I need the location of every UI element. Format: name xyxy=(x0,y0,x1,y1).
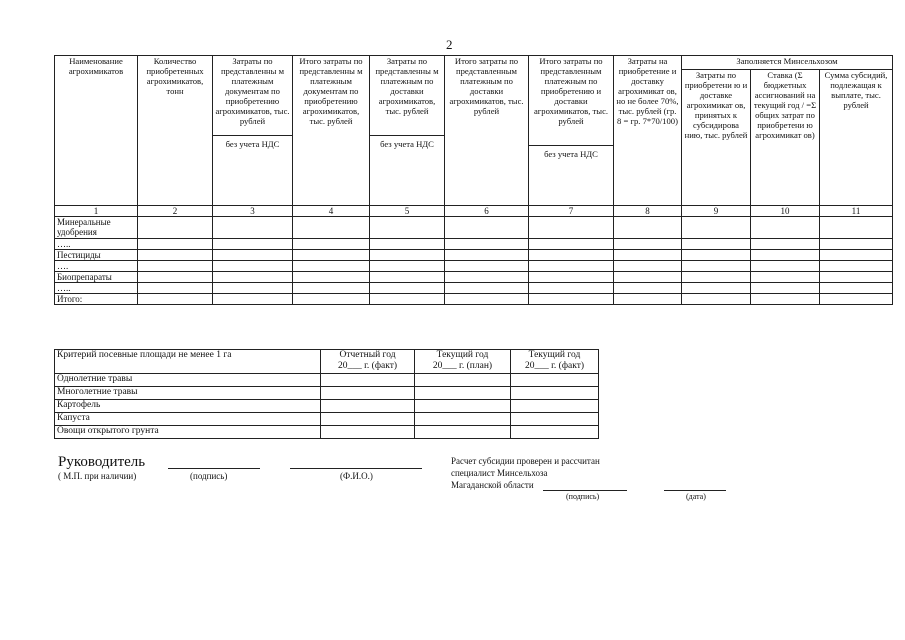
header-subsidy-sum: Сумма субсидий, подлежащая к выплате, тыс. рублей xyxy=(820,70,893,206)
table-row xyxy=(55,413,599,426)
header-current-year-fact: Текущий год 20___ г. (факт) xyxy=(511,350,599,374)
table-row xyxy=(55,283,893,294)
row-label: Капуста xyxy=(55,413,321,426)
col-number: 1 xyxy=(55,206,138,217)
table-row xyxy=(55,272,893,283)
table-row xyxy=(55,261,893,272)
row-label: Многолетние травы xyxy=(55,387,321,400)
header-costs-70: Затраты на приобретение и доставку агрохимикат ов, но не более 70%, тыс. рублей (гр. 8 = гр. 7*70/100) xyxy=(614,56,682,206)
col-number: 5 xyxy=(370,206,445,217)
header-ministry-group: Заполняется Минсельхозом xyxy=(682,56,893,70)
table-row xyxy=(55,374,599,387)
header-total-purchase-delivery: Итого затраты по представленным платежным по приобретению и доставки агрохимикатов, тыс. рублей без учета НДС xyxy=(529,56,614,206)
signature-caption-2: (подпись) xyxy=(566,492,600,501)
row-label: ….. xyxy=(55,283,138,294)
header-costs-purchase: Затраты по представленны м платежным документам по приобретению агрохимикатов, тыс. рублей без учета НДС xyxy=(213,56,293,206)
fio-line xyxy=(290,468,422,469)
row-label: Минеральные удобрения xyxy=(55,217,138,239)
col-number: 10 xyxy=(751,206,820,217)
criteria-header: Критерий посевные площади не менее 1 га xyxy=(55,350,321,374)
table-row xyxy=(55,250,893,261)
head-title: Руководитель xyxy=(58,454,146,470)
header-total-delivery: Итого затраты по представленным платежным по доставки агрохимикатов, тыс. рублей xyxy=(445,56,529,206)
header-report-year: Отчетный год 20___ г. (факт) xyxy=(321,350,415,374)
total-row xyxy=(55,294,893,305)
header-quantity: Количество приобретенных агрохимикатов, тонн xyxy=(138,56,213,206)
table-row xyxy=(55,426,599,439)
row-label: Биопрепараты xyxy=(55,272,138,283)
col-number: 11 xyxy=(820,206,893,217)
col-number: 8 xyxy=(614,206,682,217)
header-name: Наименование агрохимикатов xyxy=(55,56,138,206)
row-label: Однолетние травы xyxy=(55,374,321,387)
date-line xyxy=(664,490,726,491)
row-label: Овощи открытого грунта xyxy=(55,426,321,439)
check-text-1: Расчет субсидии проверен и рассчитан xyxy=(451,456,600,466)
col-number: 2 xyxy=(138,206,213,217)
page-number: 2 xyxy=(446,37,453,52)
row-label: ….. xyxy=(55,239,138,250)
header-current-year-plan: Текущий год 20___ г. (план) xyxy=(415,350,511,374)
signature-line xyxy=(168,468,260,469)
row-label: Пестициды xyxy=(55,250,138,261)
table-row xyxy=(55,239,893,250)
col-number: 7 xyxy=(529,206,614,217)
table-row xyxy=(55,387,599,400)
header-rate: Ставка (Σ бюджетных ассигнований на текущий год / =Σ общих затрат по приобретени ю агрохимикат ов) xyxy=(751,70,820,206)
table-row xyxy=(55,400,599,413)
signature-caption: (подпись) xyxy=(190,471,228,481)
col-number: 9 xyxy=(682,206,751,217)
col-number: 3 xyxy=(213,206,293,217)
date-caption: (дата) xyxy=(686,492,706,501)
row-label: Итого: xyxy=(55,294,138,305)
row-label: Картофель xyxy=(55,400,321,413)
row-label: …. xyxy=(55,261,138,272)
sown-area-table xyxy=(54,349,599,439)
check-text-2: специалист Минсельхоза xyxy=(451,468,548,478)
table-row xyxy=(55,217,893,239)
check-text-3: Магаданской области xyxy=(451,480,534,490)
header-accepted-costs: Затраты по приобретени ю и доставке агрохимикат ов, принятых к субсидирова нию, тыс. рублей xyxy=(682,70,751,206)
mp-note: ( М.П. при наличии) xyxy=(58,471,137,481)
col-number: 6 xyxy=(445,206,529,217)
column-numbers-row xyxy=(55,206,893,217)
fio-caption: (Ф.И.О.) xyxy=(340,471,373,481)
subsidy-table xyxy=(54,55,893,305)
header-costs-delivery: Затраты по представленны м платежным по доставки агрохимикатов, тыс. рублей без учета НДС xyxy=(370,56,445,206)
header-total-purchase: Итого затраты по представленны м платежным документам по приобретению агрохимикатов, тыс. рублей xyxy=(293,56,370,206)
signature-line-2 xyxy=(543,490,627,491)
col-number: 4 xyxy=(293,206,370,217)
